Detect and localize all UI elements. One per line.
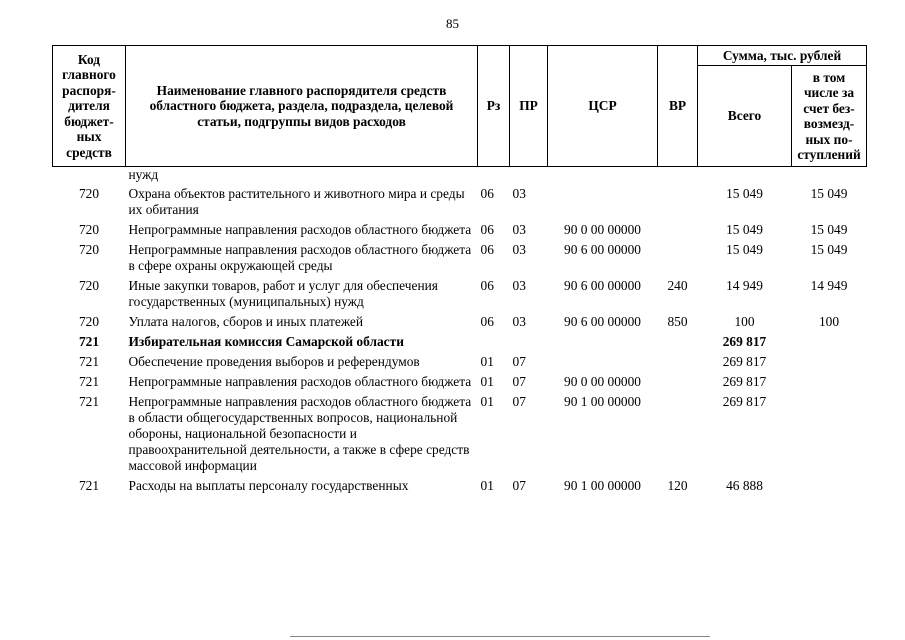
cell-csr: 90 1 00 00000 (564, 478, 641, 493)
cell-vr: 850 (667, 314, 688, 329)
cell-vr (658, 221, 698, 241)
cell-pr (510, 167, 548, 186)
cell-csr (548, 353, 658, 373)
cell-code: 720 (78, 186, 100, 201)
header-name: Наименование главного распорядителя средств областного бюджета, раздела, подраздела, целевой статьи, подгруппы видов расходов (126, 46, 478, 167)
cell-pr: 03 (512, 278, 526, 293)
cell-csr: 90 1 00 00000 (564, 394, 641, 409)
cell-code: 720 (78, 222, 100, 237)
header-code: Код главного распоря-дителя бюджет-ных средств (53, 46, 126, 167)
cell-pr: 03 (512, 222, 526, 237)
cell-code: 720 (78, 242, 100, 257)
cell-free (792, 393, 867, 477)
cell-rz (478, 333, 510, 353)
cell-pr: 03 (512, 242, 526, 257)
table-row (53, 333, 867, 353)
cell-total: 100 (734, 314, 755, 329)
cell-free (792, 477, 867, 497)
cell-vr (658, 167, 698, 186)
cell-rz: 06 (480, 278, 494, 293)
cell-pr: 07 (512, 354, 526, 369)
cell-vr (658, 333, 698, 353)
cell-csr (548, 167, 658, 186)
cell-name: Непрограммные направления расходов областного бюджета в сфере охраны окружающей среды (128, 242, 472, 273)
cell-pr: 07 (512, 394, 526, 409)
cell-total: 15 049 (726, 242, 763, 257)
cell-rz: 06 (480, 314, 494, 329)
cell-name: Охрана объектов растительного и животного мира и среды их обитания (128, 186, 465, 217)
table-header (53, 46, 867, 167)
header-csr: ЦСР (548, 46, 658, 167)
cell-total: 15 049 (726, 186, 763, 201)
cell-code (53, 167, 126, 186)
cell-free: 15 049 (810, 222, 848, 237)
cell-free: 100 (818, 314, 840, 329)
table-row (53, 477, 867, 497)
table-row (53, 373, 867, 393)
cell-code: 721 (78, 394, 100, 409)
cell-vr: 120 (667, 478, 688, 493)
cell-pr: 07 (512, 478, 526, 493)
cell-name: Непрограммные направления расходов областного бюджета (128, 374, 472, 389)
cell-name: Непрограммные направления расходов областного бюджета в области общегосударственных вопросов, национальной обороны, национальной безопасности и правоохранительной деятельности, а также в сфере средств массовой информации (128, 394, 472, 473)
cell-rz: 01 (480, 478, 494, 493)
cell-vr (658, 353, 698, 373)
cell-code: 721 (78, 334, 100, 349)
table-row (53, 393, 867, 477)
cell-code: 720 (78, 278, 100, 293)
cell-total: 46 888 (726, 478, 763, 493)
cell-free (792, 333, 867, 353)
header-pr: ПР (510, 46, 548, 167)
cell-csr: 90 6 00 00000 (564, 314, 641, 329)
bottom-rule (290, 636, 710, 637)
cell-pr: 03 (512, 186, 526, 201)
cell-vr: 240 (667, 278, 688, 293)
table-row (53, 241, 867, 277)
cell-name: нужд (128, 167, 159, 182)
cell-free: 15 049 (810, 242, 848, 257)
header-sum: Сумма, тыс. рублей (698, 46, 867, 66)
cell-code: 721 (78, 478, 100, 493)
cell-name: Расходы на выплаты персоналу государственных (128, 478, 409, 493)
cell-rz: 01 (480, 374, 494, 389)
cell-vr (658, 241, 698, 277)
cell-pr: 07 (512, 374, 526, 389)
cell-vr (658, 373, 698, 393)
cell-csr: 90 6 00 00000 (564, 278, 641, 293)
cell-total: 269 817 (722, 354, 767, 369)
budget-table (52, 45, 867, 497)
table-row (53, 185, 867, 221)
cell-total: 269 817 (722, 394, 767, 409)
cell-code: 720 (78, 314, 100, 329)
header-rz: Рз (478, 46, 510, 167)
cell-csr: 90 0 00 00000 (564, 222, 641, 237)
table-body (53, 167, 867, 498)
table-row (53, 167, 867, 186)
cell-rz: 06 (480, 186, 494, 201)
cell-rz: 01 (480, 394, 494, 409)
cell-total: 15 049 (726, 222, 763, 237)
cell-total (698, 167, 792, 186)
cell-name: Непрограммные направления расходов областного бюджета (128, 222, 472, 237)
cell-csr: 90 0 00 00000 (564, 374, 641, 389)
table-row (53, 353, 867, 373)
cell-rz: 01 (480, 354, 494, 369)
header-free: в том числе за счет без-возмезд-ных по-ступлений (792, 66, 867, 167)
cell-csr: 90 6 00 00000 (564, 242, 641, 257)
cell-name: Иные закупки товаров, работ и услуг для обеспечения государственных (муниципальных) нужд (128, 278, 438, 309)
cell-name: Избирательная комиссия Самарской области (128, 334, 404, 349)
cell-total: 269 817 (722, 374, 767, 389)
cell-pr: 03 (512, 314, 526, 329)
cell-free: 15 049 (810, 186, 848, 201)
page-number: 85 (446, 16, 459, 31)
cell-rz: 06 (480, 242, 494, 257)
cell-name: Уплата налогов, сборов и иных платежей (128, 314, 364, 329)
cell-code: 721 (78, 354, 100, 369)
cell-rz (478, 167, 510, 186)
cell-total: 269 817 (722, 334, 767, 349)
table-row (53, 277, 867, 313)
cell-code: 721 (78, 374, 100, 389)
cell-vr (658, 393, 698, 477)
cell-free (792, 167, 867, 186)
table-row (53, 221, 867, 241)
table-row (53, 313, 867, 333)
cell-csr (548, 333, 658, 353)
header-vr: ВР (658, 46, 698, 167)
cell-pr (510, 333, 548, 353)
header-total: Всего (698, 66, 792, 167)
cell-vr (658, 185, 698, 221)
cell-total: 14 949 (726, 278, 763, 293)
cell-free (792, 353, 867, 373)
cell-csr (548, 185, 658, 221)
cell-name: Обеспечение проведения выборов и референдумов (128, 354, 420, 369)
cell-rz: 06 (480, 222, 494, 237)
cell-free: 14 949 (810, 278, 848, 293)
cell-free (792, 373, 867, 393)
